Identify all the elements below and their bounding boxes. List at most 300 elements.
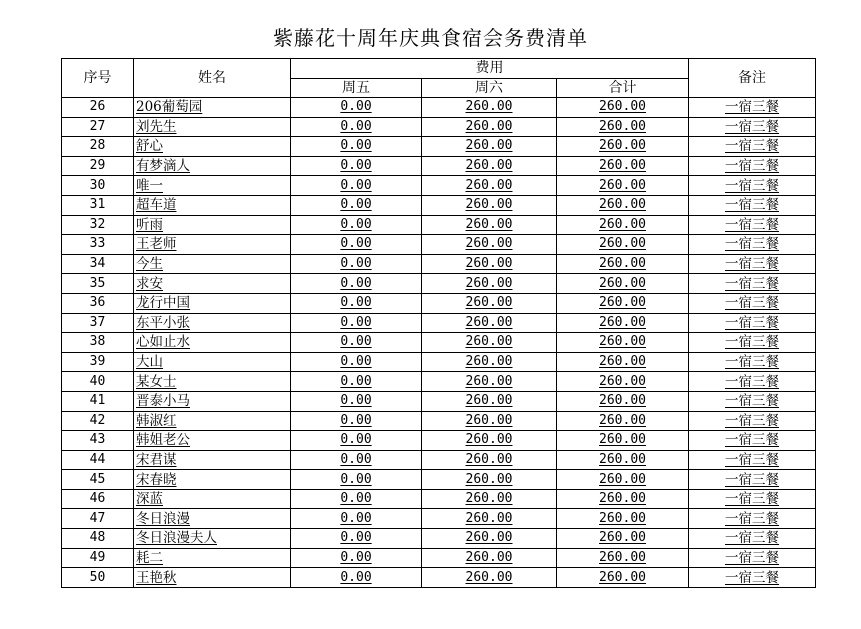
row-total-fee [557, 333, 689, 353]
row-name [134, 117, 291, 137]
row-name-text: 刘先生 [136, 118, 177, 135]
row-friday-fee-text: 0.00 [340, 236, 372, 252]
row-number [62, 372, 134, 392]
row-name-text: 今生 [136, 256, 163, 273]
row-number-text: 47 [89, 510, 106, 526]
row-name-text: 王老师 [136, 236, 177, 253]
row-number [62, 98, 134, 118]
row-saturday-fee-text: 260.00 [465, 530, 513, 546]
row-friday-fee [291, 274, 422, 294]
header-friday: 周五 [291, 79, 422, 98]
row-note [689, 333, 816, 353]
row-total-fee [557, 372, 689, 392]
row-friday-fee-text: 0.00 [340, 451, 372, 467]
row-total-fee [557, 489, 689, 509]
row-total-fee-text: 260.00 [599, 549, 646, 565]
row-note-text: 一宿三餐 [725, 197, 780, 214]
row-name [134, 215, 291, 235]
row-note [689, 450, 816, 470]
row-note-text: 一宿三餐 [725, 295, 780, 312]
row-name-text: 206葡萄园 [136, 99, 203, 116]
row-note [689, 254, 816, 274]
row-friday-fee-text: 0.00 [340, 177, 372, 193]
row-total-fee [557, 352, 689, 372]
row-saturday-fee-text: 260.00 [465, 354, 513, 370]
row-total-fee [557, 431, 689, 451]
row-total-fee [557, 98, 689, 118]
row-saturday-fee-text: 260.00 [465, 569, 513, 585]
row-number-text: 36 [89, 295, 106, 311]
row-saturday-fee [422, 333, 557, 353]
row-friday-fee [291, 372, 422, 392]
row-friday-fee-text: 0.00 [340, 197, 372, 213]
row-friday-fee-text: 0.00 [340, 138, 372, 154]
row-friday-fee-text: 0.00 [340, 530, 372, 546]
row-total-fee-text: 260.00 [599, 197, 646, 213]
row-saturday-fee [422, 176, 557, 196]
row-saturday-fee [422, 411, 557, 431]
row-number [62, 568, 134, 588]
row-name-text: 王艳秋 [136, 569, 177, 586]
fee-table [61, 58, 816, 588]
row-name [134, 489, 291, 509]
row-note [689, 274, 816, 294]
row-total-fee [557, 470, 689, 490]
table-row [62, 470, 816, 490]
row-name [134, 156, 291, 176]
row-note-text: 一宿三餐 [725, 138, 780, 155]
row-note-text: 一宿三餐 [725, 216, 780, 233]
table-row [62, 529, 816, 549]
row-note-text: 一宿三餐 [725, 256, 780, 273]
row-friday-fee-text: 0.00 [340, 373, 372, 389]
row-note-text: 一宿三餐 [725, 354, 780, 371]
row-friday-fee [291, 117, 422, 137]
row-name-text: 求安 [136, 275, 163, 292]
row-friday-fee [291, 470, 422, 490]
row-name-text: 深蓝 [136, 491, 163, 508]
row-name [134, 568, 291, 588]
row-number-text: 26 [89, 99, 106, 115]
row-note-text: 一宿三餐 [725, 510, 780, 527]
row-name [134, 235, 291, 255]
row-number [62, 489, 134, 509]
row-number-text: 42 [89, 412, 106, 428]
row-name [134, 431, 291, 451]
row-note [689, 489, 816, 509]
row-total-fee-text: 260.00 [599, 354, 646, 370]
row-saturday-fee-text: 260.00 [465, 216, 513, 232]
row-number-text: 40 [89, 373, 106, 389]
row-friday-fee-text: 0.00 [340, 569, 372, 585]
row-saturday-fee [422, 254, 557, 274]
row-name [134, 137, 291, 157]
row-saturday-fee-text: 260.00 [465, 236, 513, 252]
row-saturday-fee-text: 260.00 [465, 491, 513, 507]
row-friday-fee [291, 431, 422, 451]
row-saturday-fee-text: 260.00 [465, 471, 513, 487]
row-name-text: 耗二 [136, 549, 163, 566]
row-name-text: 冬日浪漫 [136, 510, 190, 527]
row-name-text: 韩姐老公 [136, 432, 190, 449]
row-number [62, 450, 134, 470]
row-friday-fee [291, 548, 422, 568]
row-saturday-fee [422, 98, 557, 118]
row-saturday-fee [422, 509, 557, 529]
row-note [689, 568, 816, 588]
row-saturday-fee-text: 260.00 [465, 256, 513, 272]
row-note-text: 一宿三餐 [725, 275, 780, 292]
row-saturday-fee-text: 260.00 [465, 177, 513, 193]
row-total-fee-text: 260.00 [599, 256, 646, 272]
row-number-text: 39 [89, 354, 106, 370]
row-friday-fee-text: 0.00 [340, 256, 372, 272]
header-name: 姓名 [134, 59, 291, 98]
row-friday-fee [291, 156, 422, 176]
row-saturday-fee-text: 260.00 [465, 432, 513, 448]
table-row [62, 215, 816, 235]
row-number-text: 41 [89, 393, 106, 409]
row-total-fee [557, 293, 689, 313]
row-total-fee-text: 260.00 [599, 569, 646, 585]
page-title: 紫藤花十周年庆典食宿会务费清单 [273, 26, 588, 50]
row-name [134, 509, 291, 529]
row-total-fee [557, 274, 689, 294]
row-total-fee-text: 260.00 [599, 412, 646, 428]
row-name [134, 254, 291, 274]
row-name [134, 313, 291, 333]
table-row [62, 431, 816, 451]
row-name [134, 333, 291, 353]
row-total-fee [557, 137, 689, 157]
row-number [62, 529, 134, 549]
row-number-text: 44 [89, 451, 106, 467]
row-name-text: 大山 [136, 354, 163, 371]
row-note-text: 一宿三餐 [725, 393, 780, 410]
row-saturday-fee [422, 195, 557, 215]
row-name-text: 有梦滴人 [136, 158, 190, 175]
row-total-fee [557, 529, 689, 549]
row-saturday-fee-text: 260.00 [465, 138, 513, 154]
row-number-text: 35 [89, 275, 106, 291]
row-number [62, 156, 134, 176]
row-saturday-fee [422, 450, 557, 470]
row-note [689, 215, 816, 235]
row-friday-fee-text: 0.00 [340, 393, 372, 409]
row-saturday-fee [422, 137, 557, 157]
row-note [689, 117, 816, 137]
row-total-fee [557, 450, 689, 470]
row-friday-fee [291, 313, 422, 333]
row-total-fee-text: 260.00 [599, 334, 646, 350]
row-number-text: 46 [89, 491, 106, 507]
row-saturday-fee [422, 529, 557, 549]
row-friday-fee [291, 509, 422, 529]
table-row [62, 293, 816, 313]
row-saturday-fee [422, 293, 557, 313]
row-friday-fee [291, 333, 422, 353]
table-row [62, 450, 816, 470]
row-saturday-fee [422, 313, 557, 333]
row-number-text: 48 [89, 530, 106, 546]
row-name [134, 548, 291, 568]
table-row [62, 156, 816, 176]
row-saturday-fee-text: 260.00 [465, 393, 513, 409]
row-saturday-fee-text: 260.00 [465, 314, 513, 330]
row-friday-fee [291, 254, 422, 274]
table-row [62, 568, 816, 588]
row-saturday-fee [422, 352, 557, 372]
table-row [62, 274, 816, 294]
row-name [134, 352, 291, 372]
row-saturday-fee-text: 260.00 [465, 510, 513, 526]
row-saturday-fee [422, 372, 557, 392]
row-note-text: 一宿三餐 [725, 530, 780, 547]
row-note-text: 一宿三餐 [725, 314, 780, 331]
row-saturday-fee [422, 431, 557, 451]
row-friday-fee [291, 529, 422, 549]
row-total-fee [557, 195, 689, 215]
row-saturday-fee [422, 215, 557, 235]
row-name [134, 293, 291, 313]
row-number-text: 50 [89, 569, 106, 585]
row-saturday-fee [422, 489, 557, 509]
row-friday-fee-text: 0.00 [340, 275, 372, 291]
row-saturday-fee-text: 260.00 [465, 118, 513, 134]
table-row [62, 333, 816, 353]
row-number-text: 27 [89, 118, 106, 134]
row-number [62, 195, 134, 215]
row-saturday-fee-text: 260.00 [465, 197, 513, 213]
table-row [62, 235, 816, 255]
row-number-text: 29 [89, 158, 106, 174]
row-total-fee [557, 411, 689, 431]
table-row [62, 98, 816, 118]
row-friday-fee [291, 411, 422, 431]
row-saturday-fee-text: 260.00 [465, 412, 513, 428]
table-row [62, 548, 816, 568]
row-friday-fee [291, 195, 422, 215]
row-name-text: 韩淑红 [136, 412, 177, 429]
row-number-text: 31 [89, 197, 106, 213]
row-saturday-fee-text: 260.00 [465, 275, 513, 291]
row-number [62, 274, 134, 294]
row-total-fee-text: 260.00 [599, 295, 646, 311]
row-note-text: 一宿三餐 [725, 412, 780, 429]
row-saturday-fee-text: 260.00 [465, 295, 513, 311]
row-number [62, 352, 134, 372]
row-total-fee-text: 260.00 [599, 275, 646, 291]
table-row [62, 391, 816, 411]
row-name-text: 超车道 [136, 197, 177, 214]
row-saturday-fee-text: 260.00 [465, 334, 513, 350]
row-total-fee-text: 260.00 [599, 236, 646, 252]
table-body [62, 98, 816, 588]
row-total-fee-text: 260.00 [599, 99, 646, 115]
row-total-fee-text: 260.00 [599, 510, 646, 526]
row-number [62, 548, 134, 568]
row-note [689, 156, 816, 176]
row-note-text: 一宿三餐 [725, 334, 780, 351]
row-number-text: 38 [89, 334, 106, 350]
row-saturday-fee-text: 260.00 [465, 99, 513, 115]
row-saturday-fee [422, 156, 557, 176]
row-name [134, 411, 291, 431]
table-row [62, 313, 816, 333]
row-total-fee [557, 117, 689, 137]
row-number-text: 33 [89, 236, 106, 252]
row-total-fee-text: 260.00 [599, 451, 646, 467]
row-note [689, 176, 816, 196]
row-note-text: 一宿三餐 [725, 432, 780, 449]
row-name-text: 唯一 [136, 177, 163, 194]
row-note [689, 509, 816, 529]
row-total-fee [557, 313, 689, 333]
row-note [689, 411, 816, 431]
row-note [689, 352, 816, 372]
row-name [134, 195, 291, 215]
row-friday-fee [291, 568, 422, 588]
row-total-fee [557, 235, 689, 255]
row-name-text: 舒心 [136, 138, 163, 155]
row-saturday-fee [422, 274, 557, 294]
row-friday-fee [291, 215, 422, 235]
row-friday-fee [291, 235, 422, 255]
row-name-text: 听雨 [136, 216, 163, 233]
row-note [689, 235, 816, 255]
row-friday-fee-text: 0.00 [340, 510, 372, 526]
row-friday-fee [291, 391, 422, 411]
row-note [689, 431, 816, 451]
table-row [62, 372, 816, 392]
row-saturday-fee-text: 260.00 [465, 451, 513, 467]
row-number [62, 313, 134, 333]
row-friday-fee [291, 352, 422, 372]
row-total-fee-text: 260.00 [599, 393, 646, 409]
row-friday-fee [291, 137, 422, 157]
row-number [62, 235, 134, 255]
row-number-text: 49 [89, 549, 106, 565]
row-number-text: 45 [89, 471, 106, 487]
row-saturday-fee [422, 470, 557, 490]
table-row [62, 489, 816, 509]
row-number [62, 411, 134, 431]
row-total-fee-text: 260.00 [599, 373, 646, 389]
row-friday-fee-text: 0.00 [340, 471, 372, 487]
row-total-fee-text: 260.00 [599, 216, 646, 232]
row-note-text: 一宿三餐 [725, 373, 780, 390]
row-note-text: 一宿三餐 [725, 118, 780, 135]
row-number [62, 176, 134, 196]
row-name-text: 宋君谋 [136, 451, 177, 468]
row-total-fee-text: 260.00 [599, 118, 646, 134]
table-row [62, 137, 816, 157]
header-total: 合计 [557, 79, 689, 98]
row-friday-fee [291, 176, 422, 196]
row-friday-fee-text: 0.00 [340, 314, 372, 330]
row-saturday-fee-text: 260.00 [465, 158, 513, 174]
row-note [689, 391, 816, 411]
row-name [134, 274, 291, 294]
row-total-fee-text: 260.00 [599, 177, 646, 193]
row-total-fee-text: 260.00 [599, 158, 646, 174]
row-name [134, 176, 291, 196]
table-row [62, 176, 816, 196]
row-number [62, 509, 134, 529]
row-number-text: 28 [89, 138, 106, 154]
header-no: 序号 [62, 59, 134, 98]
row-total-fee [557, 215, 689, 235]
row-number [62, 431, 134, 451]
row-saturday-fee [422, 548, 557, 568]
row-name-text: 东平小张 [136, 314, 190, 331]
table-row [62, 195, 816, 215]
row-total-fee-text: 260.00 [599, 138, 646, 154]
row-name-text: 宋春晓 [136, 471, 177, 488]
row-friday-fee [291, 293, 422, 313]
row-saturday-fee-text: 260.00 [465, 373, 513, 389]
row-number-text: 43 [89, 432, 106, 448]
row-note [689, 548, 816, 568]
row-friday-fee-text: 0.00 [340, 549, 372, 565]
row-name-text: 龙行中国 [136, 295, 190, 312]
row-name-text: 心如止水 [136, 334, 190, 351]
header-note: 备注 [689, 59, 816, 98]
row-friday-fee-text: 0.00 [340, 295, 372, 311]
row-note-text: 一宿三餐 [725, 177, 780, 194]
row-friday-fee-text: 0.00 [340, 158, 372, 174]
row-note-text: 一宿三餐 [725, 491, 780, 508]
row-number [62, 137, 134, 157]
row-name [134, 450, 291, 470]
row-friday-fee-text: 0.00 [340, 118, 372, 134]
row-note-text: 一宿三餐 [725, 569, 780, 586]
table-row [62, 352, 816, 372]
row-note [689, 529, 816, 549]
row-friday-fee-text: 0.00 [340, 334, 372, 350]
row-number-text: 30 [89, 177, 106, 193]
row-saturday-fee [422, 391, 557, 411]
row-total-fee-text: 260.00 [599, 491, 646, 507]
row-number [62, 254, 134, 274]
row-number [62, 293, 134, 313]
table-row [62, 254, 816, 274]
table-row [62, 411, 816, 431]
row-note-text: 一宿三餐 [725, 99, 780, 116]
row-friday-fee-text: 0.00 [340, 412, 372, 428]
row-note-text: 一宿三餐 [725, 549, 780, 566]
row-saturday-fee [422, 117, 557, 137]
row-total-fee [557, 391, 689, 411]
row-note [689, 313, 816, 333]
row-number-text: 32 [89, 216, 106, 232]
row-total-fee-text: 260.00 [599, 530, 646, 546]
row-total-fee [557, 568, 689, 588]
row-total-fee [557, 254, 689, 274]
table-header [62, 59, 816, 98]
row-number [62, 391, 134, 411]
row-friday-fee-text: 0.00 [340, 432, 372, 448]
row-total-fee [557, 156, 689, 176]
row-total-fee-text: 260.00 [599, 432, 646, 448]
row-name [134, 529, 291, 549]
row-note [689, 293, 816, 313]
row-note [689, 470, 816, 490]
table-row [62, 117, 816, 137]
row-name-text: 晋泰小马 [136, 393, 190, 410]
row-friday-fee [291, 98, 422, 118]
row-number [62, 470, 134, 490]
